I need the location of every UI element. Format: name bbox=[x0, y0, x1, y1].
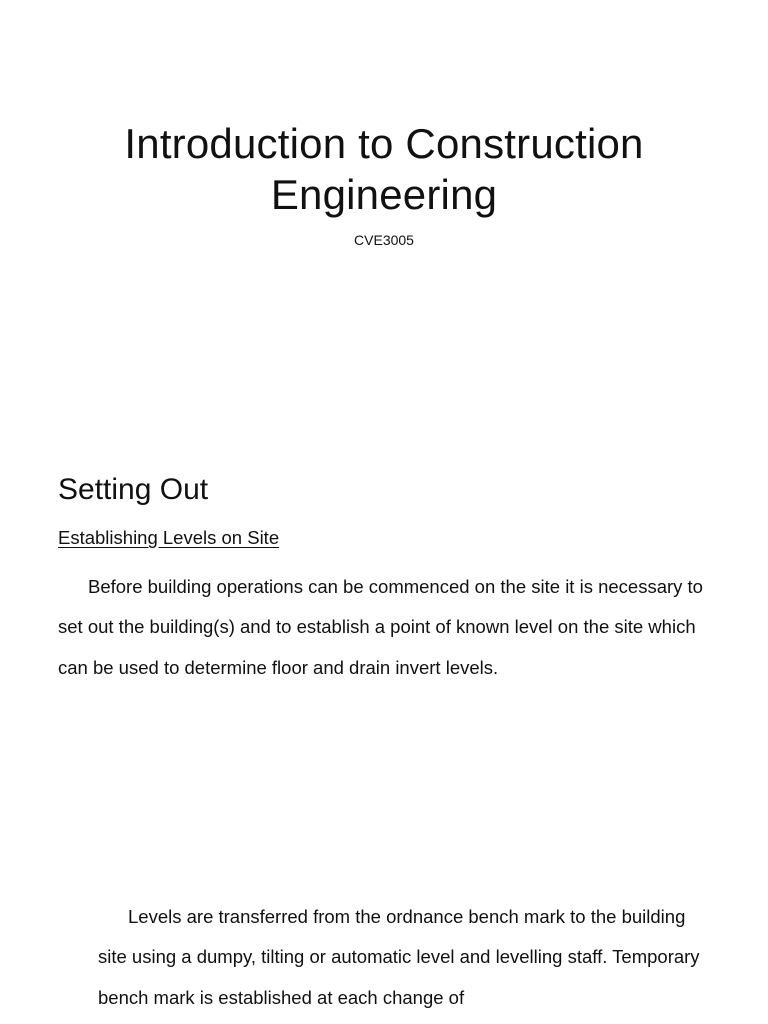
body-paragraph-1: Before building operations can be commenced on the site it is necessary to set out the building(s) and to establish a point of known level on the site which can be used to determine floor and drain invert levels. bbox=[58, 576, 703, 678]
subheading: Establishing Levels on Site bbox=[58, 527, 280, 548]
document-title-line-1: Introduction to Construction bbox=[124, 120, 644, 167]
body-paragraph-2: Levels are transferred from the ordnance bench mark to the building site using a dumpy, tilting or automatic level and levelling staff. Temporary bench mark is established at each change of bbox=[98, 906, 700, 1008]
document-title-line-2: Engineering bbox=[270, 171, 498, 218]
section-heading: Setting Out bbox=[58, 473, 209, 506]
document-title bbox=[60, 118, 708, 220]
course-code: CVE3005 bbox=[354, 232, 414, 248]
